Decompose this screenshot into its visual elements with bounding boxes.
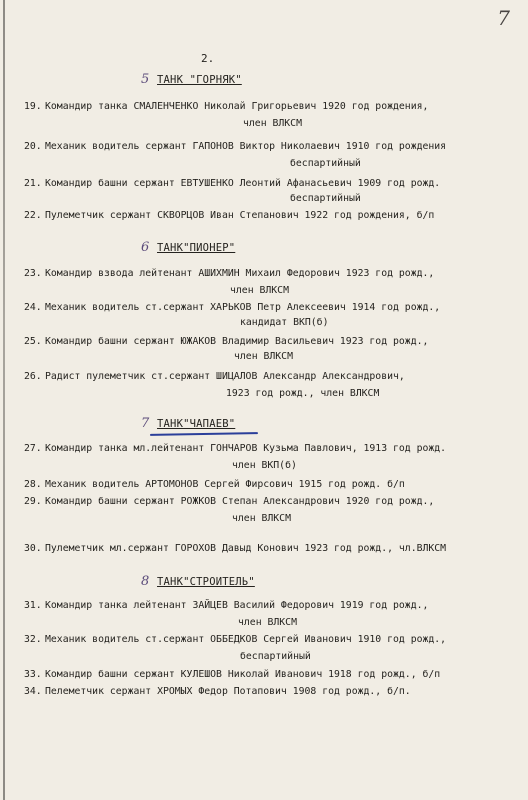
entry-text: Командир взвода лейтенант АШИХМИН Михаил Федорович 1923 год рожд.,: [45, 268, 435, 279]
entry-text: Радист пулеметчик ст.сержант ШИЦАЛОВ Александр Александрович,: [45, 371, 405, 382]
list-item: [24, 101, 429, 129]
entry-continuation: член ВЛКСМ: [234, 351, 293, 362]
entry-text: Командир танка мл.лейтенант ГОНЧАРОВ Кузьма Павлович, 1913 год рожд.: [45, 443, 447, 454]
entry-number: 30.: [24, 543, 42, 554]
list-item: [24, 600, 429, 628]
handwritten-page-mark: 7: [497, 6, 510, 30]
ink-underline: [150, 432, 258, 436]
entry-continuation: 1923 год рожд., член ВЛКСМ: [226, 388, 380, 399]
section-title: ТАНК "ГОРНЯК": [157, 74, 242, 86]
entry-number: 20.: [24, 141, 42, 152]
entry-number: 26.: [24, 371, 42, 382]
section-heading-stroitel: [141, 574, 255, 589]
section-title: ТАНК"СТРОИТЕЛЬ": [157, 576, 255, 588]
entry-continuation: член ВЛКСМ: [232, 513, 291, 524]
entry-continuation: член ВКП(б): [232, 460, 297, 471]
list-item: [24, 443, 447, 471]
entry-continuation: член ВЛКСМ: [243, 118, 302, 129]
entry-number: 31.: [24, 600, 42, 611]
entry-number: 25.: [24, 336, 42, 347]
entry-text: Командир танка СМАЛЕНЧЕНКО Николай Григорьевич 1920 год рождения,: [45, 101, 429, 112]
list-item: [24, 686, 411, 698]
entry-text: Механик водитель ст.сержант ХАРЬКОВ Петр Алексеевич 1914 год рожд.,: [45, 302, 441, 313]
entry-number: 21.: [24, 178, 42, 189]
entry-continuation: беспартийный: [290, 193, 361, 204]
list-item: [24, 543, 446, 555]
entry-text: Механик водитель сержант ГАПОНОВ Виктор Николаевич 1910 год рождения: [45, 141, 447, 152]
list-item: [24, 371, 405, 399]
entry-continuation: беспартийный: [240, 651, 311, 662]
list-item: [24, 496, 435, 524]
list-item: [24, 210, 434, 222]
binding-edge: [3, 0, 5, 800]
section-number: 8: [141, 574, 150, 589]
entry-text: Пулеметчик сержант СКВОРЦОВ Иван Степанович 1922 год рождения, б/п: [45, 210, 435, 221]
list-item: [24, 336, 429, 362]
entry-number: 34.: [24, 686, 42, 697]
entry-text: Командир башни сержант КУЛЕШОВ Николай Иванович 1918 год рожд., б/п: [45, 669, 441, 680]
entry-continuation: член ВЛКСМ: [230, 285, 289, 296]
entry-number: 19.: [24, 101, 42, 112]
entry-text: Механик водитель АРТОМОНОВ Сергей Фирсович 1915 год рожд. б/п: [45, 479, 405, 490]
entry-number: 24.: [24, 302, 42, 313]
entry-continuation: беспартийный: [290, 158, 361, 169]
section-heading-gornyak: [141, 72, 242, 87]
section-title: ТАНК"ЧАПАЕВ": [157, 418, 236, 430]
list-item: [24, 669, 440, 681]
list-item: [24, 268, 435, 296]
entry-number: 22.: [24, 210, 42, 221]
entry-number: 28.: [24, 479, 42, 490]
entry-continuation: член ВЛКСМ: [238, 617, 297, 628]
entry-text: Механик водитель ст.сержант ОББЕДКОВ Сергей Иванович 1910 год рожд.,: [45, 634, 447, 645]
section-title: ТАНК"ПИОНЕР": [157, 242, 236, 254]
list-item: [24, 141, 447, 169]
entry-text: Пулеметчик мл.сержант ГОРОХОВ Давыд Конович 1923 год рожд., чл.ВЛКСМ: [45, 543, 447, 554]
entry-text: Командир башни сержант РОЖКОВ Степан Александрович 1920 год рожд.,: [45, 496, 435, 507]
list-item: [24, 479, 405, 491]
entry-continuation: кандидат ВКП(б): [240, 317, 329, 328]
section-heading-chapaev: [141, 416, 235, 431]
entry-number: 33.: [24, 669, 42, 680]
entry-number: 27.: [24, 443, 42, 454]
list-item: [24, 302, 441, 328]
entry-text: Командир танка лейтенант ЗАЙЦЕВ Василий Федорович 1919 год рожд.,: [45, 600, 429, 611]
entry-text: Командир башни сержант ЮЖАКОВ Владимир Васильевич 1923 год рожд.,: [45, 336, 429, 347]
entry-number: 29.: [24, 496, 42, 507]
section-number: 5: [141, 72, 150, 87]
list-item: [24, 634, 447, 662]
entry-text: Пелеметчик сержант ХРОМЫХ Федор Потапович 1908 год рожд., б/п.: [45, 686, 411, 697]
entry-number: 23.: [24, 268, 42, 279]
section-number: 7: [141, 416, 150, 431]
section-heading-pioner: [141, 240, 235, 255]
entry-number: 32.: [24, 634, 42, 645]
list-item: [24, 178, 441, 204]
entry-text: Командир башни сержант ЕВТУШЕНКО Леонтий Афанасьевич 1909 год рожд.: [45, 178, 441, 189]
section-number: 6: [141, 240, 150, 255]
page-number: 2.: [201, 52, 215, 65]
